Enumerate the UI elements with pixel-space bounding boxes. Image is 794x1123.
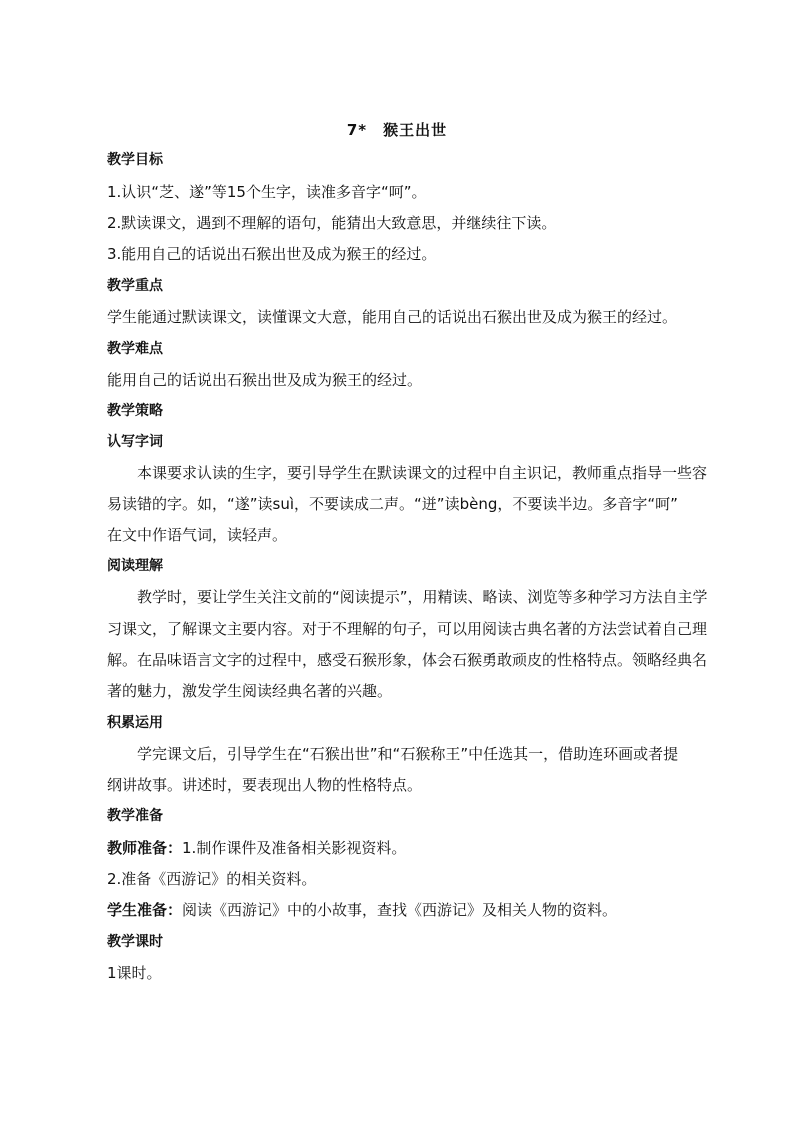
strategy-words-line-2: 易读错的字。如，“遂”读suì，不要读成二声。“迸”读bèng，不要读半边。多音字“呵” <box>107 495 678 513</box>
strategy-apply-line-1: 学完课文后，引导学生在“石猴出世”和“石猴称王”中任选其一，借助连环画或者提 <box>107 745 679 763</box>
strategy-subheading-words: 认写字词 <box>107 434 163 450</box>
difficulty-heading: 教学难点 <box>107 341 163 357</box>
goal-item-2: 2.默读课文，遇到不理解的语句，能猜出大致意思，并继续往下读。 <box>107 214 557 232</box>
prep-teacher-text-2: 2.准备《西游记》的相关资料。 <box>107 870 317 888</box>
strategy-subheading-apply: 积累运用 <box>107 715 163 731</box>
strategy-reading-line-3: 解。在品味语言文字的过程中，感受石猴形象，体会石猴勇敢顽皮的性格特点。领略经典名 <box>107 651 708 669</box>
hours-text: 1课时。 <box>107 964 162 982</box>
prep-student <box>107 900 727 920</box>
strategy-reading-line-4: 著的魅力，激发学生阅读经典名著的兴趣。 <box>107 682 393 700</box>
strategy-words-line-1: 本课要求认读的生字，要引导学生在默读课文的过程中自主识记，教师重点指导一些容 <box>107 464 708 482</box>
strategy-words-line-3: 在文中作语气词，读轻声。 <box>107 526 288 544</box>
prep-teacher-label: 教师准备： <box>107 839 183 857</box>
strategy-reading-line-1: 教学时，要让学生关注文前的“阅读提示”，用精读、略读、浏览等多种学习方法自主学 <box>107 588 708 606</box>
goal-item-3: 3.能用自己的话说出石猴出世及成为猴王的经过。 <box>107 245 437 263</box>
strategy-subheading-reading: 阅读理解 <box>107 558 163 574</box>
prep-heading: 教学准备 <box>107 808 163 824</box>
prep-student-text: 阅读《西游记》中的小故事，查找《西游记》及相关人物的资料。 <box>182 901 618 919</box>
prep-teacher-text: 1.制作课件及准备相关影视资料。 <box>182 839 407 857</box>
strategy-reading-line-2: 习课文，了解课文主要内容。对于不理解的句子，可以用阅读古典名著的方法尝试着自己理 <box>107 620 708 638</box>
goals-heading: 教学目标 <box>107 152 163 168</box>
prep-student-label: 学生准备： <box>107 901 183 919</box>
strategy-apply-line-2: 纲讲故事。讲述时，要表现出人物的性格特点。 <box>107 776 423 794</box>
keypoint-text: 学生能通过默读课文，读懂课文大意，能用自己的话说出石猴出世及成为猴王的经过。 <box>107 308 678 326</box>
goal-item-1: 1.认识“芝、遂”等15个生字，读准多音字“呵”。 <box>107 183 427 201</box>
difficulty-text: 能用自己的话说出石猴出世及成为猴王的经过。 <box>107 371 423 389</box>
strategy-heading: 教学策略 <box>107 403 163 419</box>
hours-heading: 教学课时 <box>107 934 163 950</box>
keypoint-heading: 教学重点 <box>107 278 163 294</box>
page-title: 7* 猴王出世 <box>346 121 448 139</box>
prep-teacher <box>107 838 727 858</box>
